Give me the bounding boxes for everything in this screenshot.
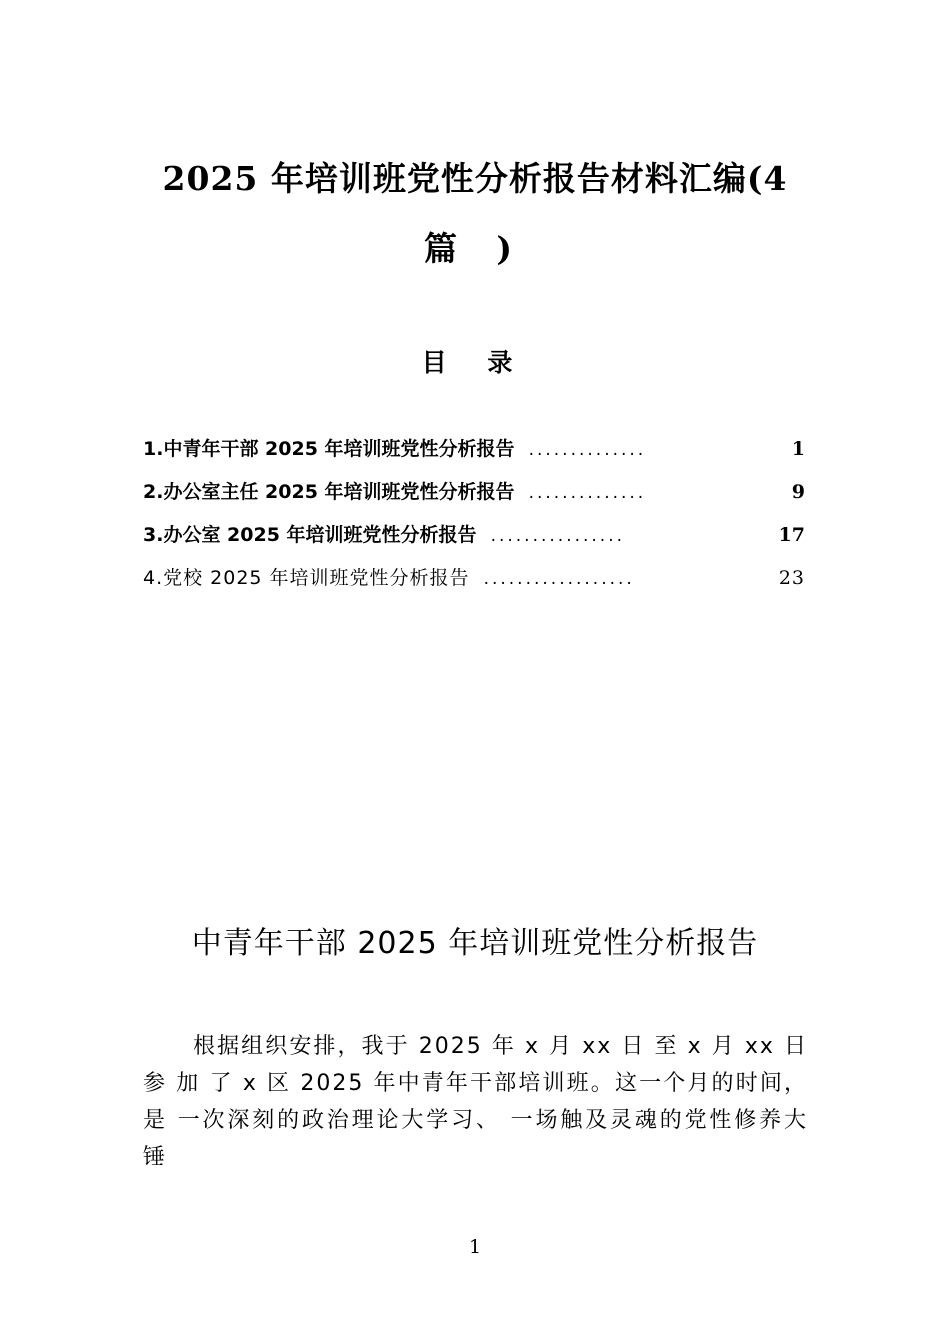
toc-entry-page: 9: [791, 481, 805, 503]
toc-entry-leader: ..............: [528, 440, 647, 460]
toc-entry-label: 2.办公室主任 2025 年培训班党性分析报告: [143, 481, 515, 503]
toc-entry[interactable]: [143, 520, 805, 550]
toc-entry[interactable]: [143, 477, 805, 507]
toc-heading: 目 录: [421, 348, 529, 377]
toc-entry[interactable]: [143, 563, 805, 593]
toc-entry-leader: ..............: [528, 483, 647, 503]
toc-entry-label: 3.办公室 2025 年培训班党性分析报告: [143, 524, 477, 546]
toc-entry-page: 17: [778, 524, 805, 546]
toc-entry-label: 4.党校 2025 年培训班党性分析报告: [143, 567, 470, 589]
toc-entry-leader: ................: [490, 526, 626, 546]
toc-entry-label: 1.中青年干部 2025 年培训班党性分析报告: [143, 438, 515, 460]
toc-entry[interactable]: [143, 434, 805, 464]
toc-entry-leader: ..................: [483, 569, 635, 589]
section-title: 中青年干部 2025 年培训班党性分析报告: [191, 926, 759, 961]
toc-entry-page: 23: [778, 567, 805, 589]
document-title-line-2: 篇 ): [423, 229, 527, 268]
body-paragraph: 根据组织安排，我于 2025 年 x 月 xx 日 至 x 月 xx 日参 加 了 x 区 2025 年中青年干部培训班。这一个月的时间，是 一次深刻的政治理论大学习、 一场触及灵魂的党性修养大锤: [143, 1034, 808, 1170]
toc-entry-page: 1: [791, 438, 805, 460]
document-title-line-1: 2025 年培训班党性分析报告材料汇编(4: [162, 159, 788, 198]
page-number: 1: [468, 1236, 482, 1258]
